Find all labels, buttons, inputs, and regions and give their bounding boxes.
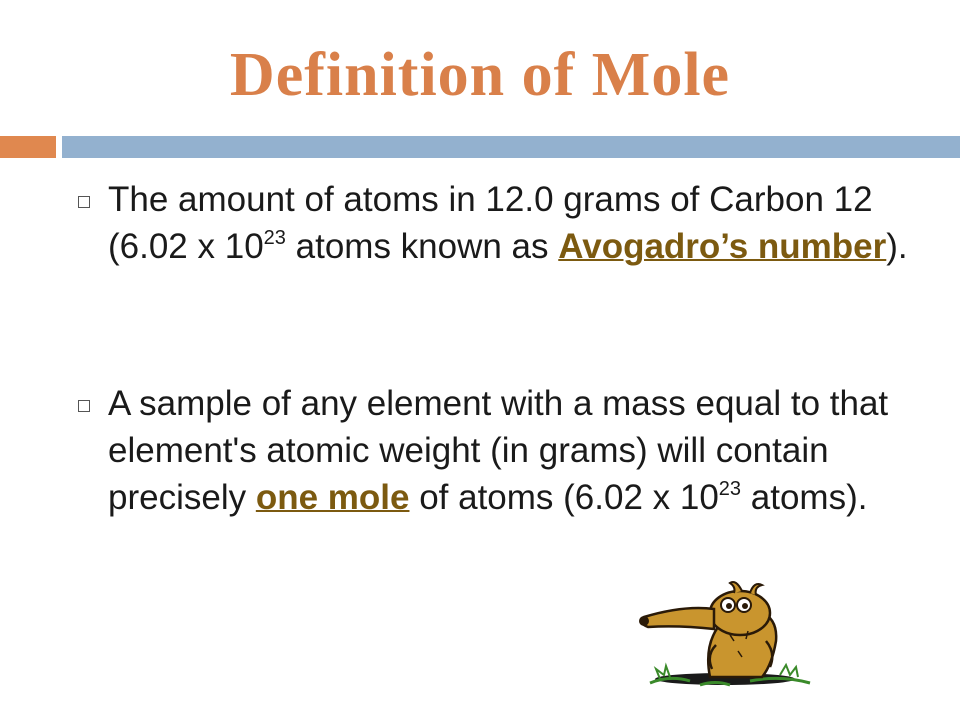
bullet-sample <box>108 380 918 521</box>
bullet1-text-1: The amount of atoms in 12.0 grams of Carbon 12 (6.02 x 10 <box>108 180 873 266</box>
one-mole-link[interactable]: one mole <box>255 478 410 517</box>
bullet2-text-1: A sample of any element with a mass equal to that element's atomic weight (in grams) will contain precisely <box>108 384 889 517</box>
accent-bar-right <box>62 136 960 158</box>
bullet1-exponent: 23 <box>263 227 286 249</box>
square-bullet-icon <box>78 196 90 208</box>
bullet2-exponent: 23 <box>718 478 742 500</box>
square-bullet-icon <box>78 400 90 412</box>
bullet2-text-3: atoms). <box>741 478 868 517</box>
accent-bar-left <box>0 136 56 158</box>
cartoon-mole-icon <box>630 575 830 695</box>
avogadro-number-link[interactable]: Avogadro’s number <box>558 227 887 266</box>
bullet1-text-2: atoms known as <box>285 227 559 266</box>
bullet2-text-2: of atoms (6.02 x 10 <box>409 478 719 517</box>
bullet1-text-3: ). <box>886 227 908 266</box>
bullet-avogadro <box>108 176 918 270</box>
slide-title: Definition of Mole <box>229 41 731 109</box>
